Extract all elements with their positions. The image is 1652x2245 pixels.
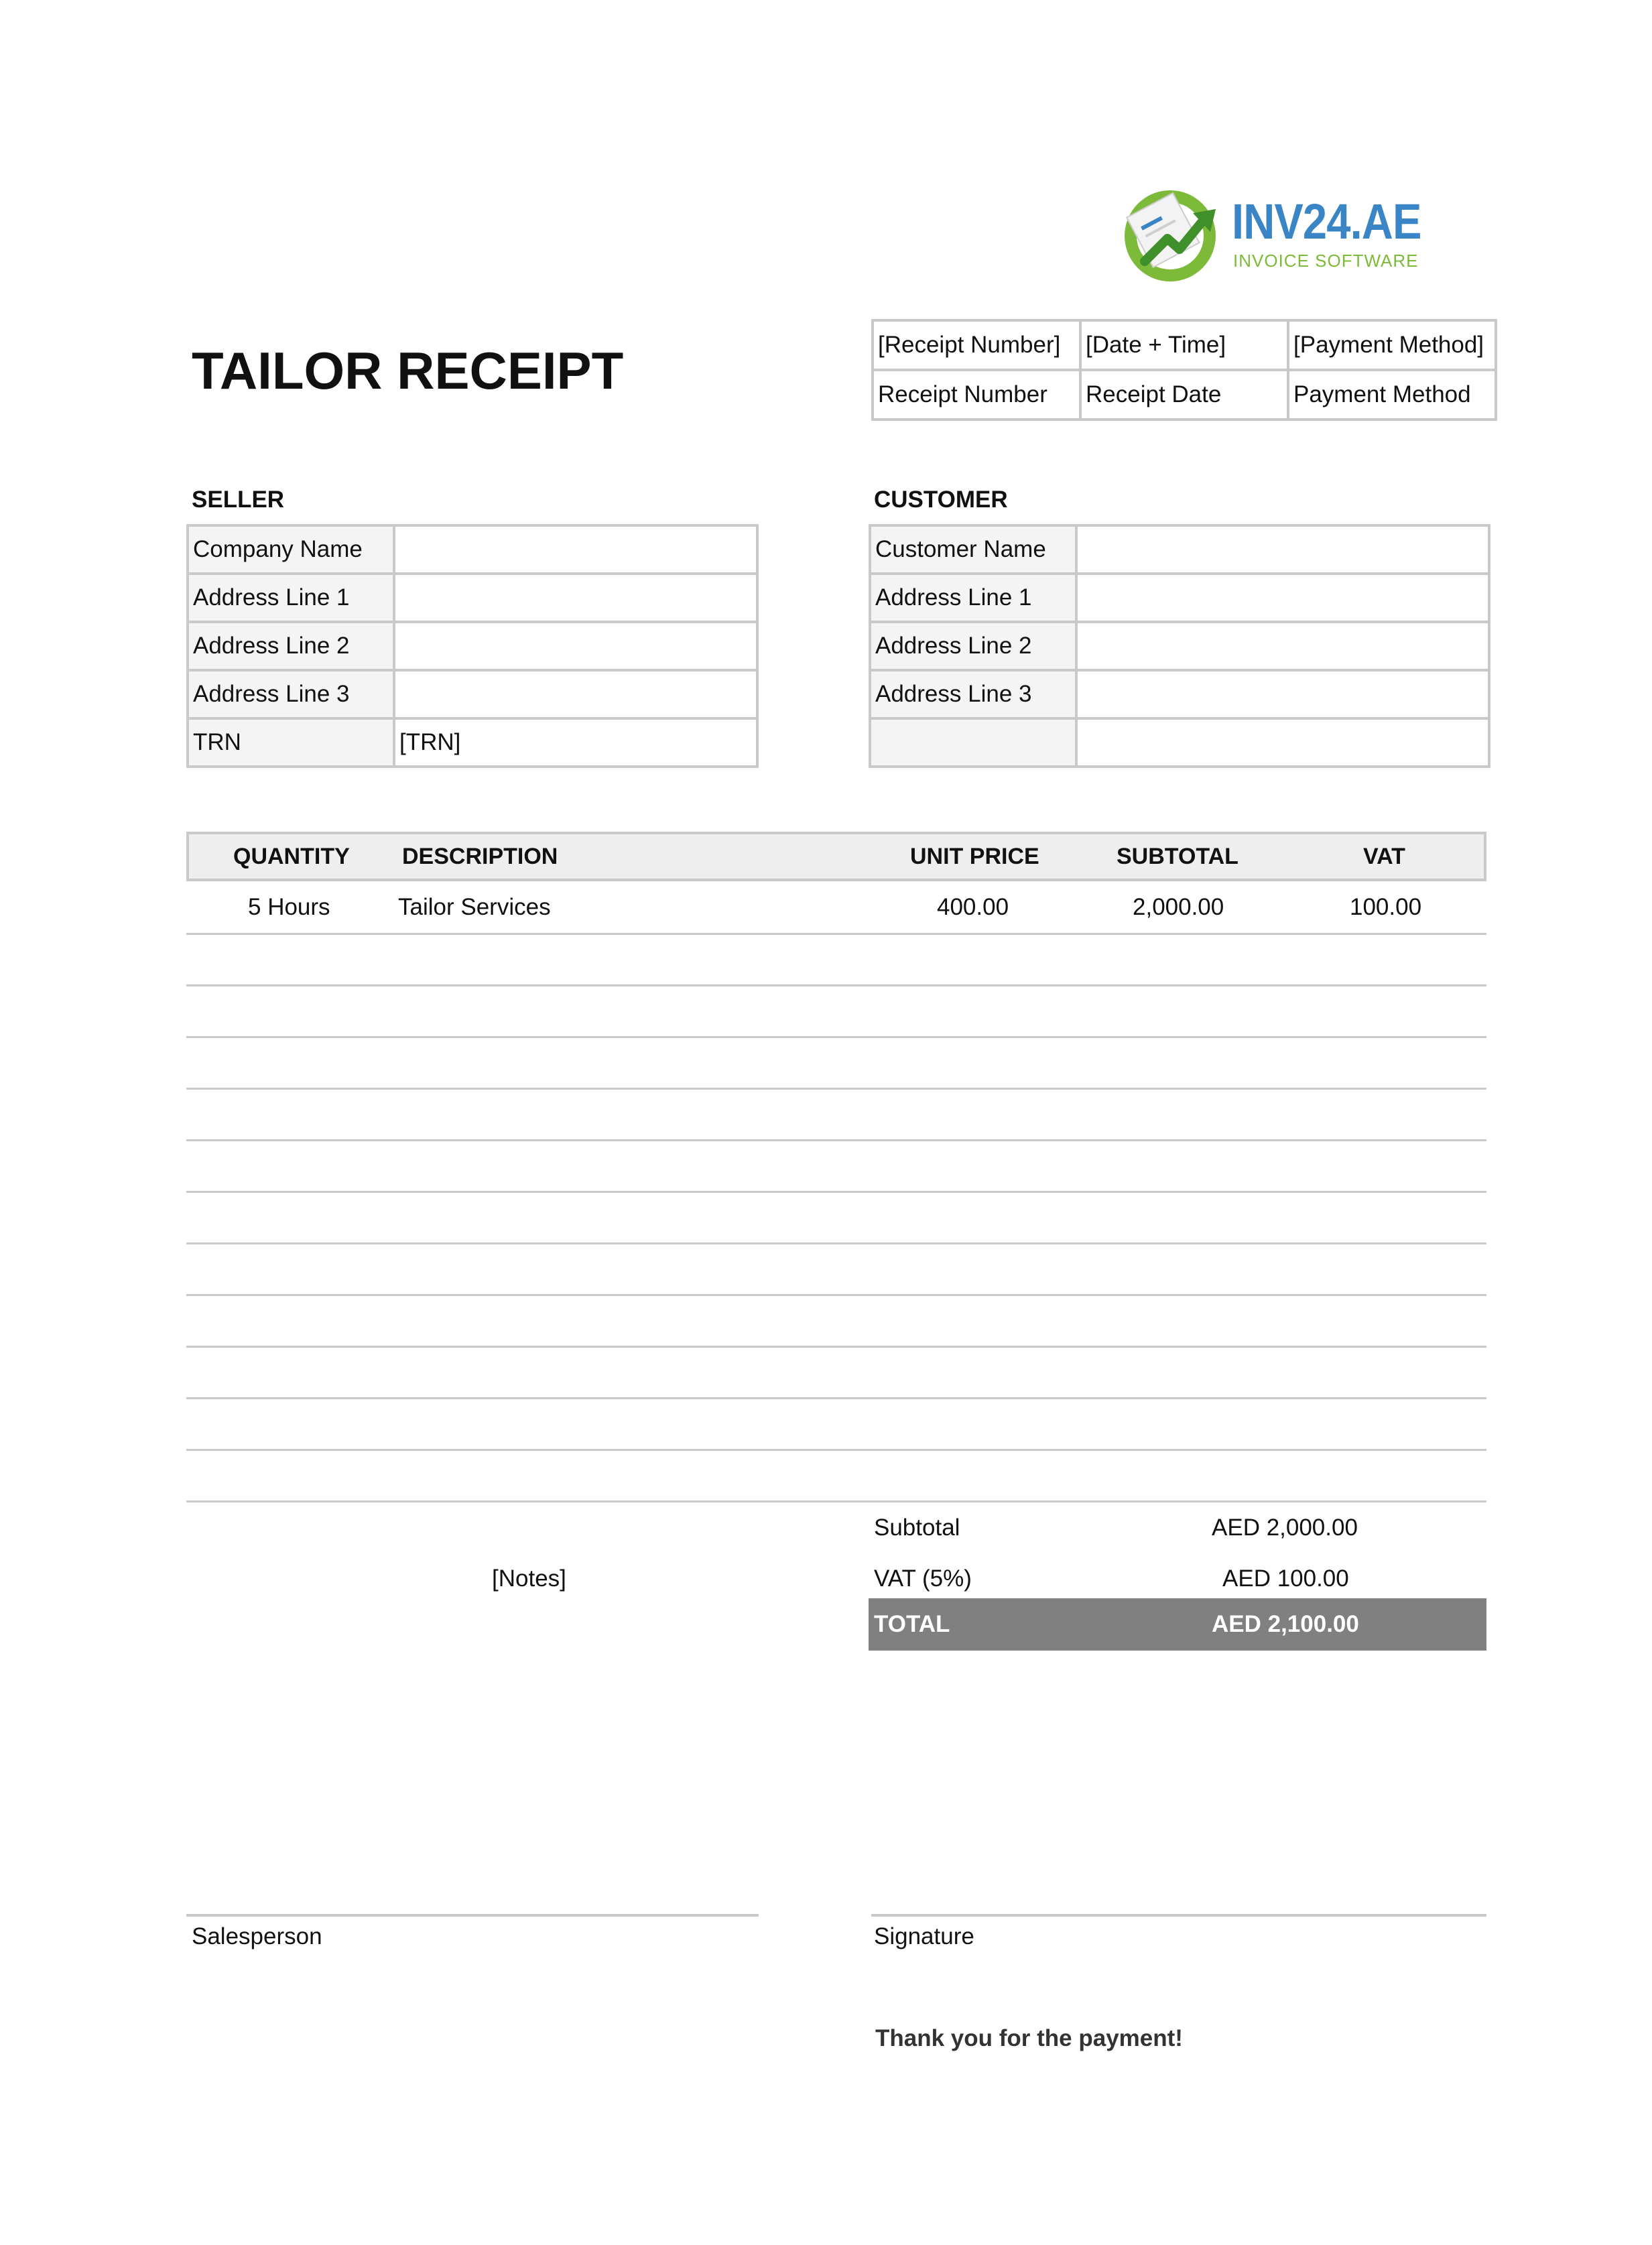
seller-address-2-field[interactable]	[394, 622, 757, 670]
total-label: TOTAL	[874, 1611, 950, 1637]
table-row	[186, 1449, 1486, 1451]
customer-table	[869, 524, 1490, 768]
seller-row	[188, 718, 757, 767]
seller-row	[188, 622, 757, 670]
table-row	[186, 1088, 1486, 1090]
total-value: AED 2,100.00	[1212, 1611, 1359, 1637]
payment-method-label: Payment Method	[1288, 370, 1496, 420]
receipt-info-row	[873, 370, 1496, 420]
payment-method-placeholder[interactable]: [Payment Method]	[1288, 320, 1496, 370]
seller-trn-field[interactable]: [TRN]	[394, 718, 757, 767]
item-unit-price: 400.00	[937, 894, 1009, 920]
receipt-info-row	[873, 320, 1496, 370]
vat-value: AED 100.00	[1222, 1565, 1349, 1592]
customer-label: Address Line 1	[870, 574, 1076, 622]
salesperson-signature-line[interactable]	[186, 1914, 759, 1917]
customer-row	[870, 670, 1489, 718]
table-row	[186, 1500, 1486, 1502]
customer-row	[870, 525, 1489, 574]
table-row	[186, 1397, 1486, 1399]
seller-row	[188, 525, 757, 574]
table-row	[186, 933, 1486, 935]
receipt-number-label: Receipt Number	[873, 370, 1080, 420]
items-table-header	[186, 832, 1486, 881]
logo-emblem-icon	[1118, 182, 1225, 283]
seller-label: Address Line 1	[188, 574, 394, 622]
salesperson-label: Salesperson	[192, 1923, 322, 1949]
seller-address-1-field[interactable]	[394, 574, 757, 622]
customer-name-field[interactable]	[1076, 525, 1489, 574]
customer-signature-line[interactable]	[871, 1914, 1486, 1917]
seller-row	[188, 670, 757, 718]
customer-label: Address Line 2	[870, 622, 1076, 670]
receipt-number-placeholder[interactable]: [Receipt Number]	[873, 320, 1080, 370]
item-vat: 100.00	[1350, 894, 1422, 920]
col-header-vat: VAT	[1363, 844, 1405, 869]
table-row	[186, 984, 1486, 986]
seller-heading: SELLER	[192, 487, 285, 513]
vat-label: VAT (5%)	[874, 1565, 972, 1592]
company-logo	[1118, 180, 1433, 287]
customer-address-3-field[interactable]	[1076, 670, 1489, 718]
notes-field[interactable]: [Notes]	[492, 1565, 566, 1592]
receipt-info-table	[871, 319, 1497, 421]
table-row	[186, 1191, 1486, 1193]
table-row	[186, 1346, 1486, 1348]
seller-address-3-field[interactable]	[394, 670, 757, 718]
receipt-date-label: Receipt Date	[1080, 370, 1288, 420]
logo-brand-text: INV24.AE	[1232, 194, 1421, 249]
customer-address-1-field[interactable]	[1076, 574, 1489, 622]
table-row	[186, 1294, 1486, 1296]
table-row	[186, 1036, 1486, 1038]
subtotal-label: Subtotal	[874, 1515, 960, 1541]
customer-label: Customer Name	[870, 525, 1076, 574]
item-quantity: 5 Hours	[248, 894, 330, 920]
table-row	[186, 1139, 1486, 1141]
customer-row	[870, 718, 1489, 767]
signature-label: Signature	[874, 1923, 974, 1949]
col-header-subtotal: SUBTOTAL	[1117, 844, 1238, 869]
subtotal-value: AED 2,000.00	[1212, 1515, 1358, 1541]
customer-extra-field[interactable]	[1076, 718, 1489, 767]
item-description: Tailor Services	[398, 894, 551, 920]
seller-company-name-field[interactable]	[394, 525, 757, 574]
customer-row	[870, 574, 1489, 622]
table-row	[186, 1242, 1486, 1244]
document-title: TAILOR RECEIPT	[192, 341, 624, 400]
col-header-quantity: QUANTITY	[233, 844, 350, 869]
customer-label	[870, 718, 1076, 767]
customer-heading: CUSTOMER	[874, 487, 1008, 513]
col-header-description: DESCRIPTION	[402, 844, 558, 869]
receipt-date-placeholder[interactable]: [Date + Time]	[1080, 320, 1288, 370]
customer-address-2-field[interactable]	[1076, 622, 1489, 670]
thank-you-message: Thank you for the payment!	[875, 2025, 1183, 2051]
item-subtotal: 2,000.00	[1133, 894, 1224, 920]
seller-label: Address Line 2	[188, 622, 394, 670]
seller-label: Company Name	[188, 525, 394, 574]
seller-label: TRN	[188, 718, 394, 767]
seller-row	[188, 574, 757, 622]
total-row	[869, 1598, 1486, 1651]
logo-subtitle: INVOICE SOFTWARE	[1233, 251, 1419, 271]
customer-label: Address Line 3	[870, 670, 1076, 718]
customer-row	[870, 622, 1489, 670]
seller-label: Address Line 3	[188, 670, 394, 718]
col-header-unit-price: UNIT PRICE	[910, 844, 1039, 869]
seller-table	[186, 524, 759, 768]
